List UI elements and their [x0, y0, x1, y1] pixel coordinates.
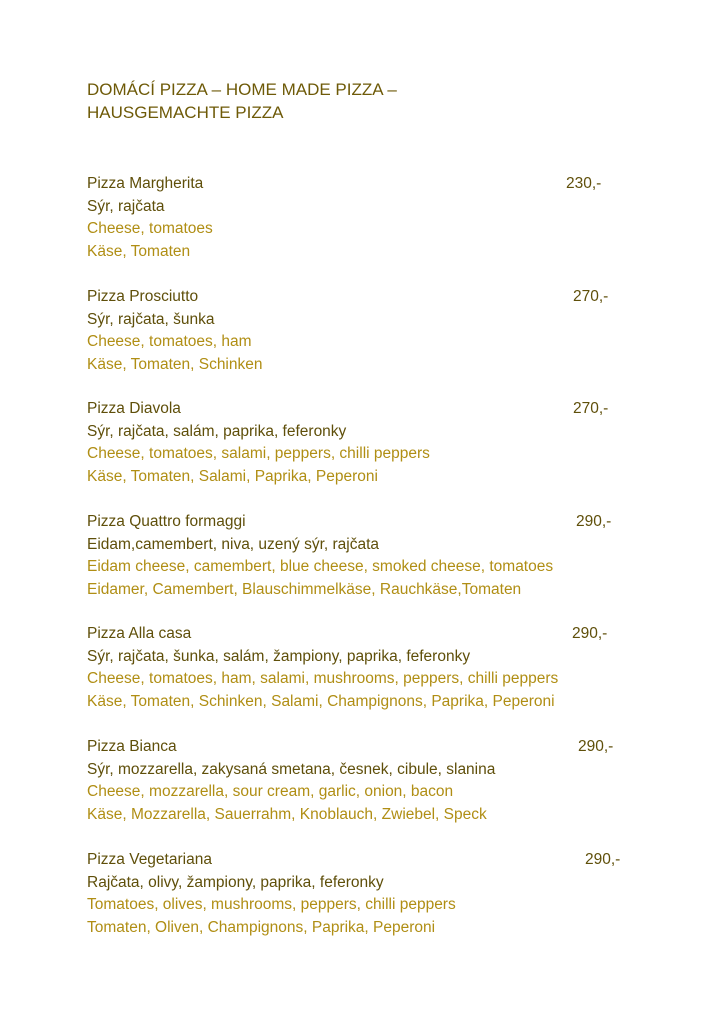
menu-item-diavola — [87, 398, 647, 488]
page-title — [87, 78, 507, 124]
item-ingredients-en: Cheese, tomatoes — [87, 220, 213, 237]
item-ingredients-cz: Sýr, rajčata — [87, 197, 165, 215]
item-name: Pizza Alla casa — [87, 625, 192, 642]
menu-item-bianca — [87, 736, 647, 826]
item-ingredients-de: Käse, Tomaten, Salami, Paprika, Peperoni — [87, 467, 378, 485]
item-ingredients-de: Käse, Mozzarella, Sauerrahm, Knoblauch, Zwiebel, Speck — [87, 805, 487, 823]
item-ingredients-en: Cheese, tomatoes, salami, peppers, chilli peppers — [87, 445, 430, 462]
item-ingredients-cz: Sýr, rajčata, salám, paprika, feferonky — [87, 422, 347, 440]
item-price: 290,- — [572, 625, 608, 642]
item-price: 290,- — [576, 513, 612, 530]
item-price: 290,- — [578, 738, 614, 755]
item-price: 290,- — [585, 851, 621, 868]
item-ingredients-en: Tomatoes, olives, mushrooms, peppers, chilli peppers — [87, 896, 456, 913]
item-name: Pizza Bianca — [87, 738, 177, 755]
menu-item-vegetariana — [87, 849, 647, 939]
item-ingredients-de: Käse, Tomaten, Schinken — [87, 355, 263, 373]
item-ingredients-de: Tomaten, Oliven, Champignons, Paprika, Peperoni — [87, 918, 436, 936]
page-title-line-2: HAUSGEMACHTE PIZZA — [87, 103, 284, 122]
menu-item-alla-casa — [87, 623, 647, 713]
item-name: Pizza Prosciutto — [87, 288, 199, 305]
menu-item-quattro-formaggi — [87, 511, 647, 601]
item-ingredients-cz: Sýr, mozzarella, zakysaná smetana, česnek, cibule, slanina — [87, 760, 496, 778]
menu-item-prosciutto — [87, 286, 647, 376]
item-name: Pizza Vegetariana — [87, 851, 212, 868]
item-ingredients-cz: Sýr, rajčata, šunka, salám, žampiony, paprika, feferonky — [87, 647, 471, 665]
item-ingredients-en: Cheese, mozzarella, sour cream, garlic, onion, bacon — [87, 783, 454, 800]
item-ingredients-de: Eidamer, Camembert, Blauschimmelkäse, Rauchkäse,Tomaten — [87, 580, 522, 598]
item-price: 270,- — [573, 288, 609, 305]
item-ingredients-cz: Eidam,camembert, niva, uzený sýr, rajčata — [87, 535, 380, 553]
item-ingredients-cz: Rajčata, olivy, žampiony, paprika, feferonky — [87, 873, 384, 891]
item-ingredients-en: Cheese, tomatoes, ham, salami, mushrooms, peppers, chilli peppers — [87, 670, 559, 687]
item-ingredients-en: Cheese, tomatoes, ham — [87, 333, 252, 350]
item-name: Pizza Margherita — [87, 175, 204, 192]
item-ingredients-de: Käse, Tomaten — [87, 242, 191, 260]
item-ingredients-en: Eidam cheese, camembert, blue cheese, smoked cheese, tomatoes — [87, 558, 554, 575]
item-price: 230,- — [566, 175, 602, 192]
menu-item-margherita — [87, 173, 647, 263]
item-ingredients-de: Käse, Tomaten, Schinken, Salami, Champignons, Paprika, Peperoni — [87, 692, 555, 710]
item-ingredients-cz: Sýr, rajčata, šunka — [87, 310, 215, 328]
item-name: Pizza Diavola — [87, 400, 181, 417]
item-name: Pizza Quattro formaggi — [87, 513, 246, 530]
page-title-line-1: DOMÁCÍ PIZZA – HOME MADE PIZZA – — [87, 80, 397, 99]
item-price: 270,- — [573, 400, 609, 417]
